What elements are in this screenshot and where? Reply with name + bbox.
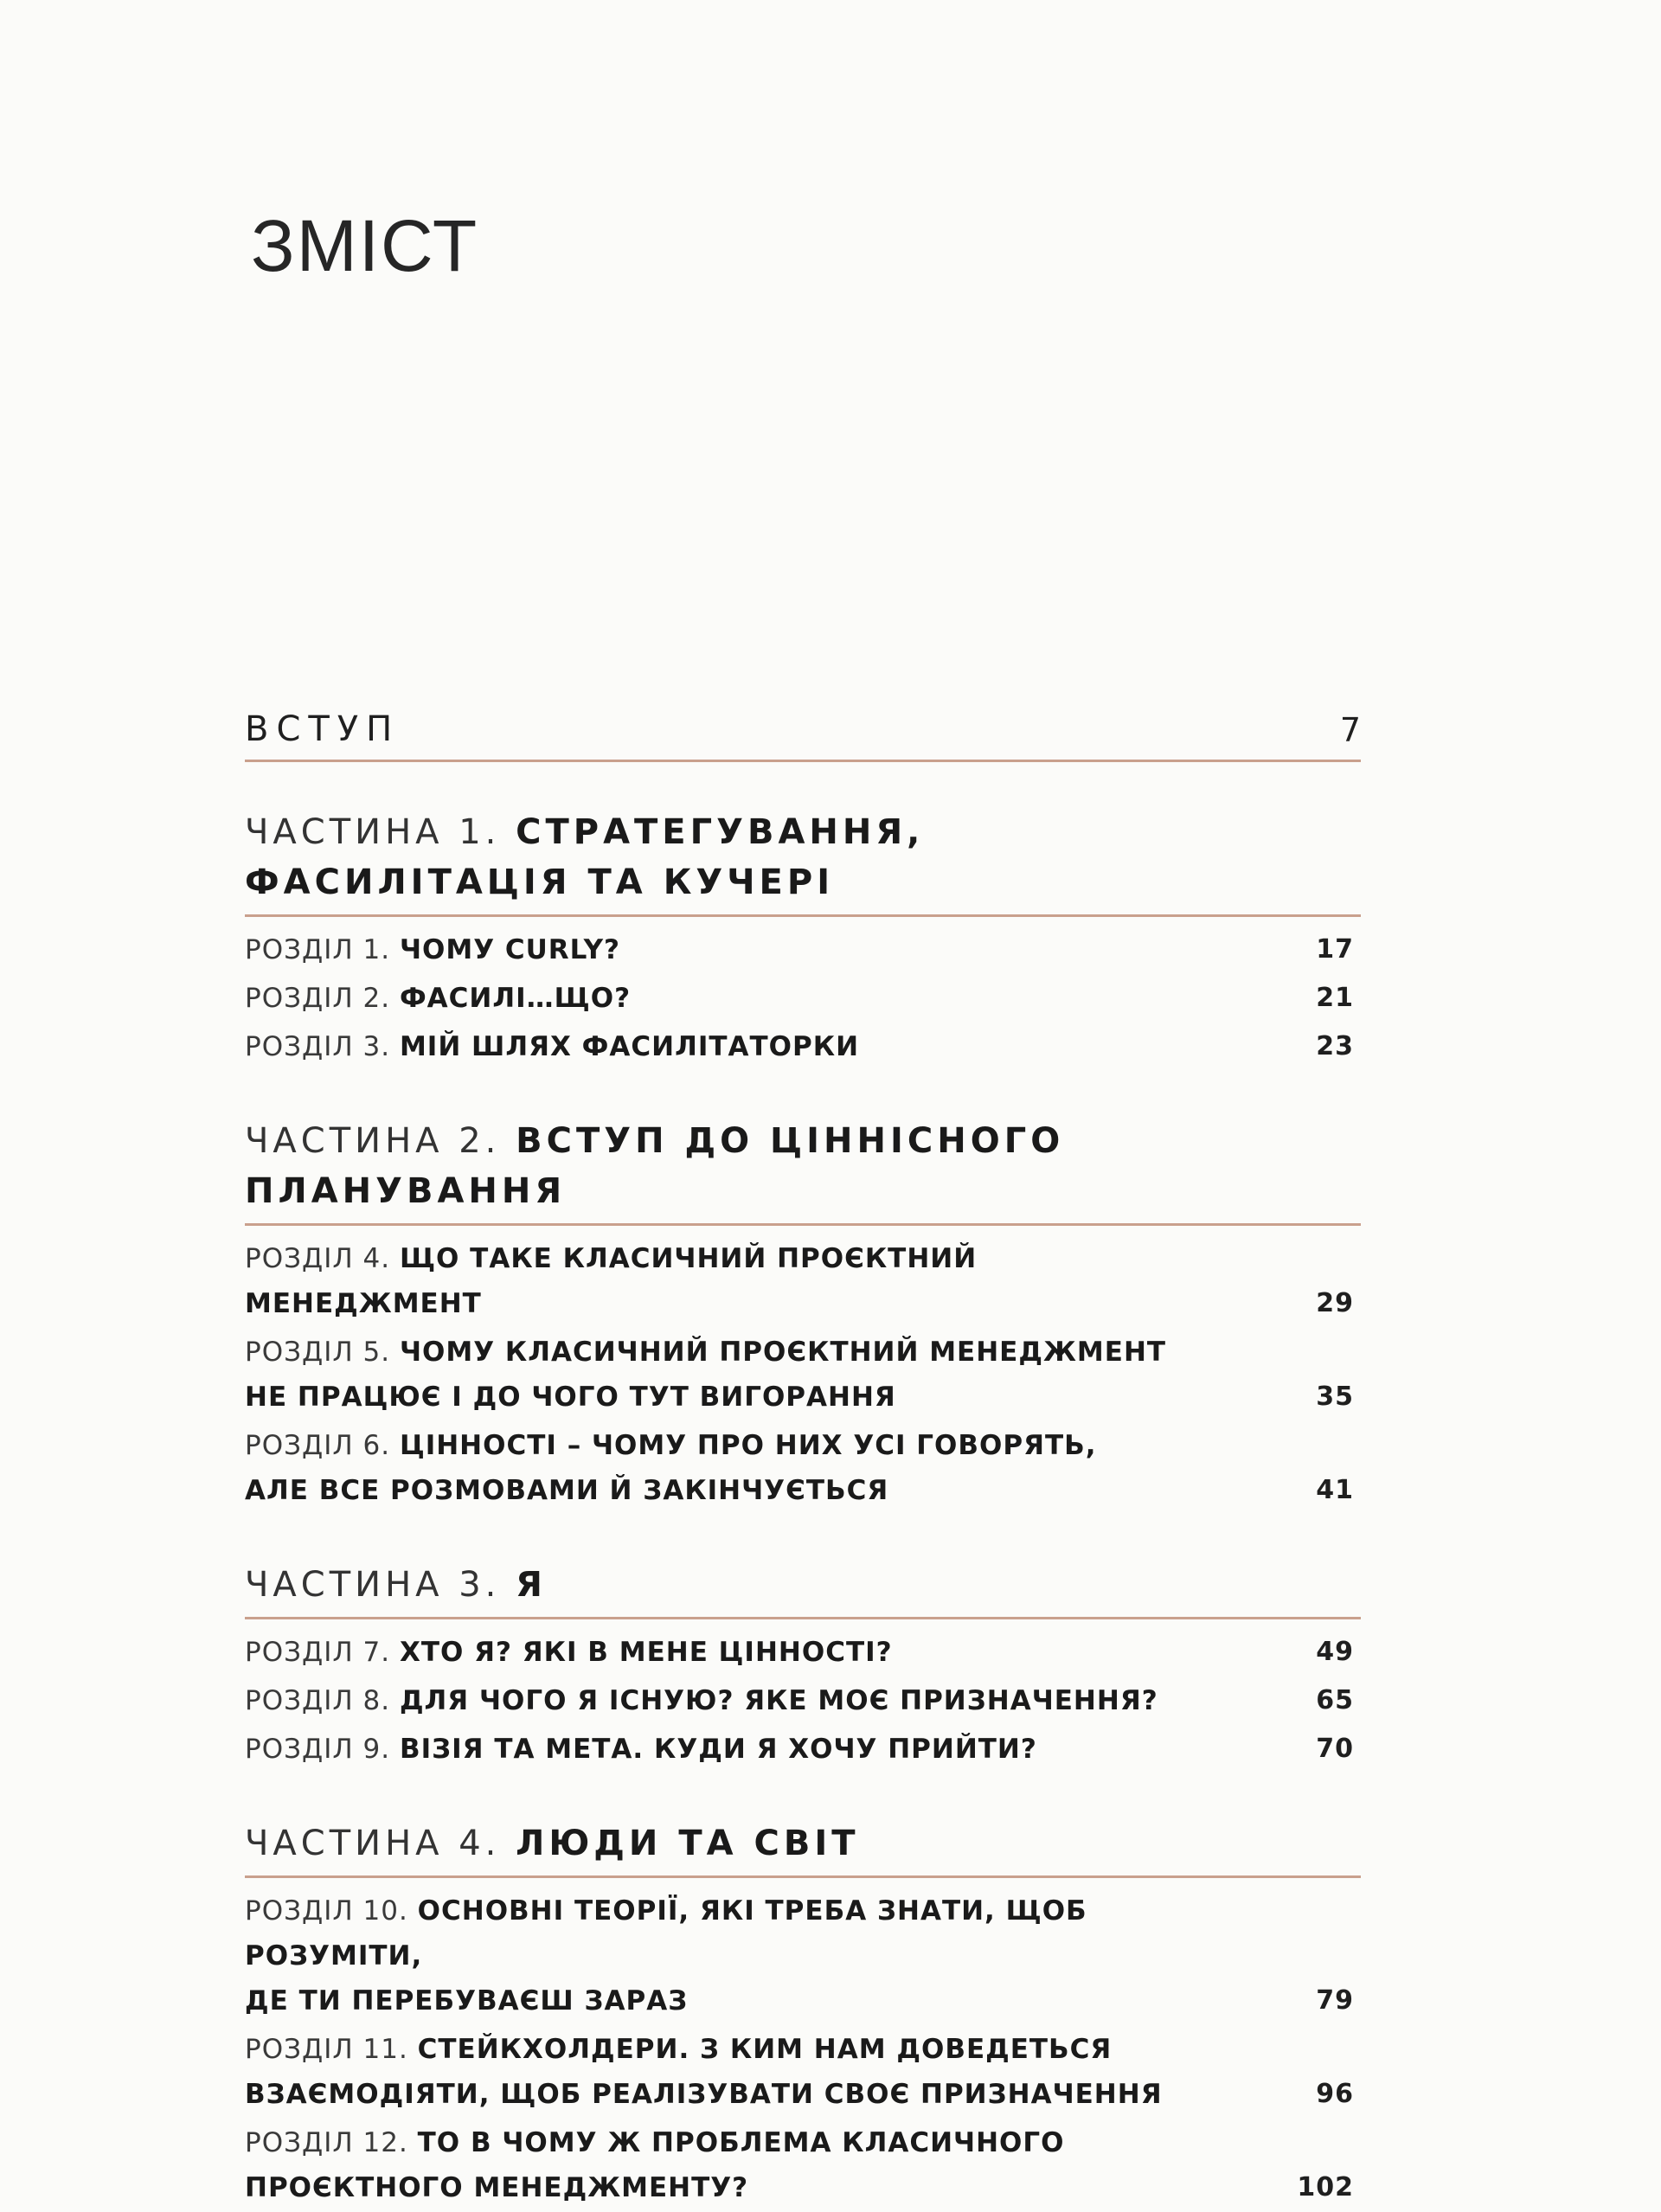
chapter-label: РОЗДІЛ 2. [245, 983, 391, 1014]
chapter-name: ТО В ЧОМУ Ж ПРОБЛЕМА КЛАСИЧНОГО [417, 2127, 1065, 2158]
intro-page-number: 7 [1339, 711, 1361, 749]
chapter-label: РОЗДІЛ 9. [245, 1734, 391, 1765]
chapter-entry[interactable] [245, 1023, 1361, 1071]
chapter-page-number: 65 [1316, 1685, 1354, 1715]
chapter-name: ДЛЯ ЧОГО Я ІСНУЮ? ЯКЕ МОЄ ПРИЗНАЧЕННЯ? [399, 1685, 1158, 1716]
chapter-label: РОЗДІЛ 5. [245, 1337, 391, 1368]
chapter-entry[interactable] [245, 1887, 1361, 2025]
chapter-name: ФАСИЛІ…ЩО? [399, 983, 632, 1014]
chapter-name-line2: ВЗАЄМОДІЯТИ, ЩОБ РЕАЛІЗУВАТИ СВОЄ ПРИЗНАЧЕННЯ [245, 2079, 1163, 2110]
chapter-entry[interactable] [245, 1628, 1361, 1677]
chapter-page-number: 49 [1316, 1637, 1354, 1667]
chapter-name: ОСНОВНІ ТЕОРІЇ, ЯКІ ТРЕБА ЗНАТИ, ЩОБ РОЗУМІТИ, [245, 1895, 1087, 1972]
part-4 [245, 1818, 1361, 2212]
toc-entry-intro[interactable] [245, 709, 1361, 762]
part-3 [245, 1560, 1361, 1773]
chapter-name: МІЙ ШЛЯХ ФАСИЛІТАТОРКИ [399, 1031, 860, 1062]
chapter-entry[interactable] [245, 974, 1361, 1023]
part-2 [245, 1116, 1361, 1515]
chapter-label: РОЗДІЛ 3. [245, 1031, 391, 1062]
chapter-name-line2: НЕ ПРАЦЮЄ І ДО ЧОГО ТУТ ВИГОРАННЯ [245, 1382, 896, 1413]
chapter-page-number: 96 [1316, 2079, 1354, 2109]
chapter-name-line2: АЛЕ ВСЕ РОЗМОВАМИ Й ЗАКІНЧУЄТЬСЯ [245, 1475, 889, 1506]
chapter-page-number: 29 [1316, 1288, 1354, 1318]
chapter-label: РОЗДІЛ 11. [245, 2034, 408, 2065]
chapter-entry[interactable] [245, 2025, 1361, 2119]
chapter-page-number: 35 [1316, 1382, 1354, 1412]
part-header[interactable] [245, 1560, 1361, 1619]
chapter-list [245, 1234, 1361, 1515]
chapter-entry[interactable] [245, 1421, 1361, 1515]
chapter-name: ХТО Я? ЯКІ В МЕНЕ ЦІННОСТІ? [399, 1637, 893, 1668]
chapter-name-line2: ПРОЄКТНОГО МЕНЕДЖМЕНТУ? [245, 2172, 749, 2203]
page-title: ЗМІСТ [251, 205, 479, 286]
chapter-entry[interactable] [245, 1234, 1361, 1328]
part-label: ЧАСТИНА 2. [245, 1121, 501, 1161]
chapter-page-number: 70 [1316, 1734, 1354, 1764]
chapter-list [245, 1887, 1361, 2212]
chapter-page-number: 17 [1316, 934, 1354, 965]
chapter-label: РОЗДІЛ 12. [245, 2127, 408, 2158]
part-header[interactable] [245, 807, 1361, 917]
part-label: ЧАСТИНА 4. [245, 1824, 501, 1863]
chapter-entry[interactable] [245, 2119, 1361, 2212]
chapter-name: ЧОМУ CURLY? [399, 934, 621, 965]
part-name: Я [516, 1565, 547, 1605]
part-1 [245, 807, 1361, 1071]
part-name-line2: ФАСИЛІТАЦІЯ ТА КУЧЕРІ [245, 862, 835, 902]
chapter-name: ВІЗІЯ ТА МЕТА. КУДИ Я ХОЧУ ПРИЙТИ? [399, 1734, 1037, 1765]
part-name: СТРАТЕГУВАННЯ, [516, 812, 925, 852]
chapter-name: СТЕЙКХОЛДЕРИ. З КИМ НАМ ДОВЕДЕТЬСЯ [417, 2034, 1113, 2065]
chapter-page-number: 21 [1316, 983, 1354, 1013]
chapter-label: РОЗДІЛ 4. [245, 1243, 391, 1274]
chapter-label: РОЗДІЛ 7. [245, 1637, 391, 1668]
chapter-entry[interactable] [245, 926, 1361, 974]
chapter-label: РОЗДІЛ 1. [245, 934, 391, 965]
part-name: ВСТУП ДО ЦІННІСНОГО ПЛАНУВАННЯ [245, 1121, 1065, 1211]
chapter-name: ЩО ТАКЕ КЛАСИЧНИЙ ПРОЄКТНИЙ МЕНЕДЖМЕНТ [245, 1243, 978, 1319]
chapter-label: РОЗДІЛ 8. [245, 1685, 391, 1716]
chapter-name: ЧОМУ КЛАСИЧНИЙ ПРОЄКТНИЙ МЕНЕДЖМЕНТ [399, 1337, 1167, 1368]
chapter-entry[interactable] [245, 1725, 1361, 1773]
chapter-label: РОЗДІЛ 10. [245, 1895, 408, 1927]
chapter-name: ЦІННОСТІ – ЧОМУ ПРО НИХ УСІ ГОВОРЯТЬ, [399, 1430, 1097, 1461]
chapter-entry[interactable] [245, 1328, 1361, 1421]
chapter-page-number: 23 [1316, 1031, 1354, 1061]
part-name: ЛЮДИ ТА СВІТ [516, 1824, 860, 1863]
chapter-page-number: 102 [1297, 2172, 1354, 2202]
part-header[interactable] [245, 1818, 1361, 1878]
chapter-name-line2: ДЕ ТИ ПЕРЕБУВАЄШ ЗАРАЗ [245, 1985, 689, 2016]
chapter-label: РОЗДІЛ 6. [245, 1430, 391, 1461]
chapter-page-number: 79 [1316, 1985, 1354, 2016]
part-label: ЧАСТИНА 3. [245, 1565, 501, 1605]
chapter-list [245, 926, 1361, 1071]
part-label: ЧАСТИНА 1. [245, 812, 501, 852]
chapter-list [245, 1628, 1361, 1773]
part-header[interactable] [245, 1116, 1361, 1226]
chapter-entry[interactable] [245, 1677, 1361, 1725]
intro-label: ВСТУП [245, 709, 401, 749]
chapter-page-number: 41 [1316, 1475, 1354, 1505]
table-of-contents [245, 709, 1361, 2212]
